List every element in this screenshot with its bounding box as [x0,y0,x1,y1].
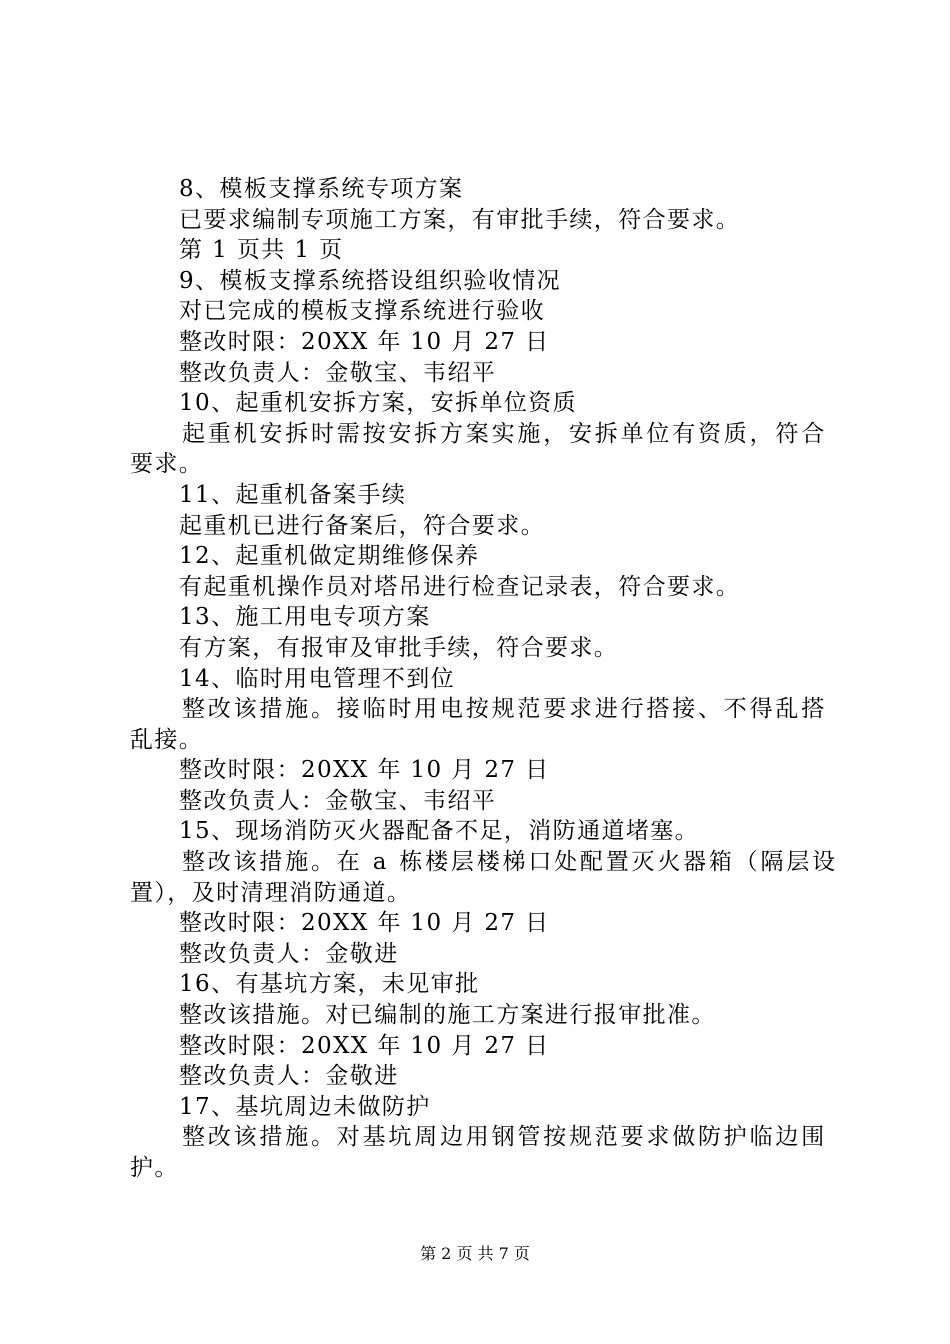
text-line: 10、起重机安拆方案，安拆单位资质 [179,390,578,417]
text-line: 9、模板支撑系统搭设组织验收情况 [179,267,562,294]
text-line: 第 1 页共 1 页 [179,237,344,264]
text-line: 起重机已进行备案后，符合要求。 [179,512,545,539]
text-line: 整改时限：20XX 年 10 月 27 日 [179,328,550,355]
text-line: 有方案，有报审及审批手续，符合要求。 [179,634,619,661]
text-line: 15、现场消防灭火器配备不足，消防通道堵塞。 [179,818,700,845]
text-line: 要求。 [130,451,204,478]
text-line: 护。 [130,1155,179,1181]
text-line: 14、临时用电管理不到位 [179,665,456,692]
text-line: 8、模板支撑系统专项方案 [179,176,464,202]
text-line: 16、有基坑方案，未见审批 [179,971,480,998]
text-line: 11、起重机备案手续 [179,481,407,508]
text-line: 对已完成的模板支撑系统进行验收 [179,298,545,325]
text-line: 整改时限：20XX 年 10 月 27 日 [179,757,550,784]
text-line: 整改该措施。在 a 栋楼层楼梯口处配置灭火器箱（隔层设 [182,849,838,876]
text-line: 整改负责人：金敬进 [179,940,399,967]
text-line: 12、起重机做定期维修保养 [179,543,480,570]
text-line: 起重机安拆时需按安拆方案实施，安拆单位有资质，符合 [182,420,827,447]
text-line: 整改该措施。对已编制的施工方案进行报审批准。 [179,1002,716,1029]
document-body [130,174,838,1184]
text-line: 置），及时清理消防通道。 [130,879,412,906]
text-line: 整改负责人：金敬宝、韦绍平 [179,787,497,814]
text-line: 整改时限：20XX 年 10 月 27 日 [179,1032,550,1059]
text-line: 有起重机操作员对塔吊进行检查记录表，符合要求。 [179,573,741,600]
page-footer: 第 2 页 共 7 页 [420,1244,530,1263]
text-line: 整改时限：20XX 年 10 月 27 日 [179,910,550,937]
text-line: 乱接。 [130,726,204,753]
text-line: 17、基坑周边未做防护 [179,1093,431,1120]
text-line: 整改负责人：金敬宝、韦绍平 [179,359,497,386]
text-line: 13、施工用电专项方案 [179,604,431,631]
text-line: 整改该措施。对基坑周边用钢管按规范要求做防护临边围 [182,1124,827,1151]
text-line: 整改负责人：金敬进 [179,1063,399,1090]
text-line: 已要求编制专项施工方案，有审批手续，符合要求。 [179,206,741,233]
text-line: 整改该措施。接临时用电按规范要求进行搭接、不得乱搭 [182,696,827,723]
